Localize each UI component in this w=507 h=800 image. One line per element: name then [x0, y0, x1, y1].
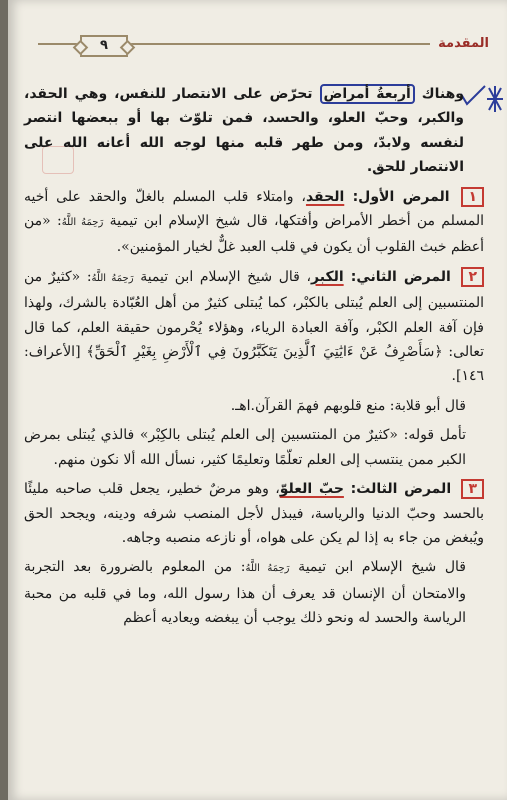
section-1-title: المرض الأول: [344, 188, 450, 205]
section-2-honorific: رَحِمَهُ اللَّهُ [91, 272, 134, 284]
section-3-title: المرض الثالث: [343, 481, 452, 498]
page-header [8, 32, 507, 56]
chapter-title: المقدمة [430, 32, 489, 56]
section-2-text: ، قال شيخ الإسلام ابن تيمية [133, 268, 312, 285]
intro-boxed-phrase: أربعةُ أمراض [320, 84, 415, 104]
book-page [8, 0, 507, 800]
section-3-paragraph [24, 477, 484, 550]
reflection-paragraph: تأمل قوله: «كثيرٌ من المنتسبين إلى العلم يُبتلى بالكِبْر» فالذي يُبتلى بمرض الكبر ممن ينتسب إلى العلم تعلّمًا وتعليمًا كثير، نسأل الله ألا نكون منهم. [24, 427, 467, 468]
section-3-keyword: حبّ العلوّ [279, 481, 344, 498]
intro-rest: تحرّض على الانتصار للنفس، وهي الحقد، والكبر، وحبّ العلو، والحسد، فمن تلوّث بها أو ببعضها انتصر لنفسه ولابدّ، ومن طهر قلبه منها لوجه الله أعانه الله على الانتصار للحق. [24, 86, 464, 176]
section-2-quote: : «كثيرٌ من المنتسبين إلى العلم يُبتلى بالكبْر، كما يُبتلى كثيرٌ من أهل العُبّادة بالشرك، ولهذا فإن آفة العلم الكبْر، وآفة العبادة الرياء، وهؤلاء يُحْرمون حقيقة العلم، كما قال تعالى: ﴿سَأَصْرِفُ عَنْ ءَايَٰتِيَ ٱلَّذِينَ يَتَكَبَّرُونَ فِي ٱلْأَرْضِ بِغَيْرِ ٱلْحَقِّ﴾ [الأعراف: ١٤٦]. [24, 268, 484, 385]
section-2-paragraph [24, 265, 484, 389]
final-paragraph [24, 555, 484, 630]
section-1-keyword: الحقد [305, 188, 345, 205]
section-1-text: ، وامتلاء قلب المسلم بالغلّ والحقد على أخيه المسلم من أخطر الأمراض وأفتكها، قال شيخ الإسلام ابن تيمية [24, 188, 484, 230]
intro-paragraph [24, 82, 484, 180]
abu-qilaba-paragraph: قال أبو قلابة: منع قلوبهم فهمَ القرآن.اهـ. [230, 397, 466, 414]
final-lead: قال شيخ الإسلام ابن تيمية [289, 559, 466, 576]
section-2-keyword: الكبر [311, 268, 344, 285]
section-1-honorific: رَحِمَهُ اللَّهُ [61, 217, 104, 229]
page-body [24, 82, 484, 636]
section-1-paragraph [24, 185, 484, 260]
intro-lead: وهناك [414, 86, 464, 102]
section-2-title: المرض الثاني: [343, 268, 451, 285]
section-1-number: ١ [461, 187, 484, 207]
final-honorific: رَحِمَهُ اللَّهُ [245, 563, 290, 575]
final-text: : من المعلوم بالضرورة بعد التجربة والامتحان أن الإنسان قد يعرف أن هذا رسول الله، وما في قلبه من محبة الرياسة والحسد له ونحو ذلك يوجب أن يبغضه ويعاديه أعظم [24, 559, 466, 627]
section-1-quote: : «من أعظم خبث القلوب أن يكون في قلب العبد غلٌّ لخيار المؤمنين». [24, 213, 484, 256]
page-number: ٩ [80, 35, 128, 57]
section-3-number: ٣ [461, 479, 484, 499]
section-3-text: ، وهو مرضٌ خطير، يجعل قلب صاحبه مليئًا بالحسد وحبّ الدنيا والرياسة، فيبذل لأجل المنصب شرفه ودينه، ويجحد الحق ويُبغض من جاء به إذا لم يكن على هواه، أو نازعه منصبه وجاهه. [24, 481, 484, 546]
section-2-number: ٢ [461, 267, 484, 287]
